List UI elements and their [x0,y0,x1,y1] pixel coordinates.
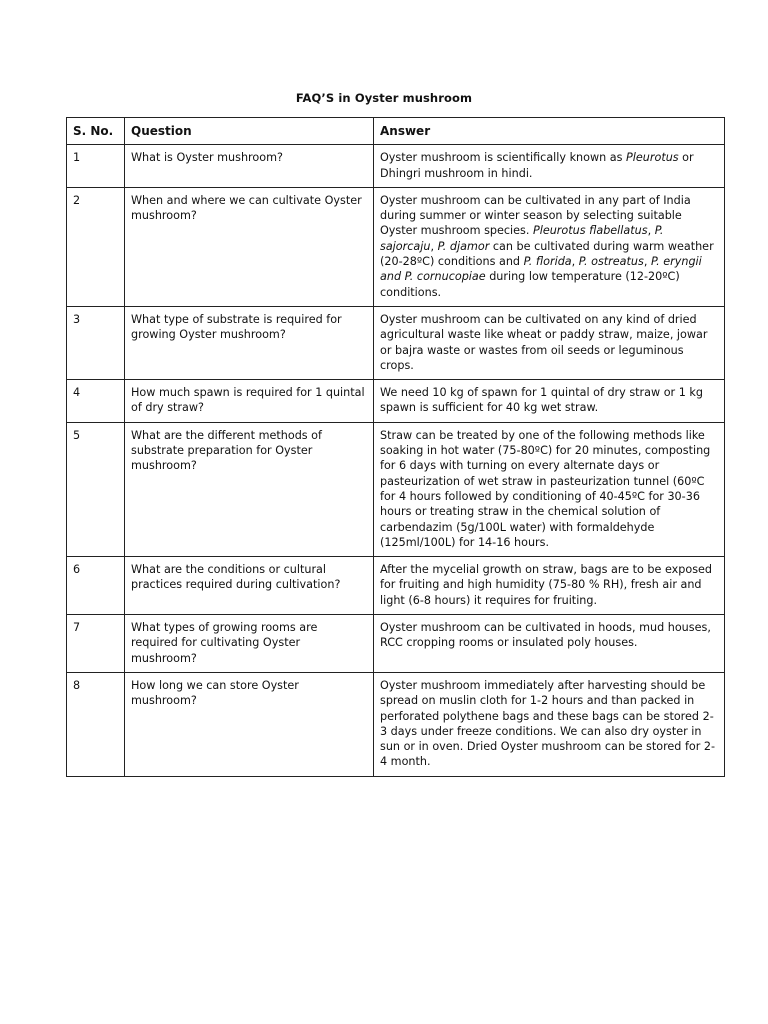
answer-text: can be cultivated during warm weather (20-28ºC) conditions and [380,239,714,269]
answer-text: Oyster mushroom immediately after harvesting should be spread on muslin cloth for 1-2 hours and than packed in perforated polythene bags and these bags can be stored 2-3 days under freeze conditions. We can also dry oyster in sun or in oven. Dried Oyster mushroom can be stored for 2-4 month. [380,678,716,769]
faq-table [66,117,725,777]
table-row [67,187,725,306]
row-sno: 2 [67,187,125,306]
answer-text: Oyster mushroom can be cultivated on any kind of dried agricultural waste like wheat or paddy straw, maize, jowar or bajra waste or wastes from oil seeds or leguminous crops. [380,312,708,372]
table-row [67,380,725,423]
row-question: What types of growing rooms are required for cultivating Oyster mushroom? [125,615,374,673]
answer-text: , [647,224,655,238]
row-question: What is Oyster mushroom? [125,145,374,188]
table-row [67,557,725,615]
row-question: When and where we can cultivate Oyster mushroom? [125,187,374,306]
row-answer [374,615,725,673]
answer-species-name: P. ostreatus [578,255,644,269]
answer-text: Oyster mushroom can be cultivated in any part of India during summer or winter season by selecting suitable Oyster mushroom species. [380,193,691,238]
answer-species-name: P. sajorcaju [380,224,664,253]
table-row [67,422,725,556]
answer-species-name: P. florida [523,255,572,269]
table-body [67,145,725,776]
answer-species-name: Pleurotus [626,151,679,165]
answer-text: After the mycelial growth on straw, bags are to be exposed for fruiting and high humidity (75-80 % RH), fresh air and light (6-8 hours) it requires for fruiting. [380,563,713,607]
answer-text: during low temperature (12-20ºC) conditions. [380,270,680,299]
row-sno: 5 [67,422,125,556]
answer-text: Oyster mushroom can be cultivated in hoods, mud houses, RCC cropping rooms or insulated poly houses. [380,621,711,650]
answer-text: , [430,239,438,253]
row-answer [374,306,725,379]
row-question: How much spawn is required for 1 quintal of dry straw? [125,380,374,423]
answer-text: We need 10 kg of spawn for 1 quintal of dry straw or 1 kg spawn is sufficient for 40 kg wet straw. [380,386,703,415]
document-title: FAQ’S in Oyster mushroom [295,91,473,105]
row-answer [374,145,725,188]
row-answer [374,557,725,615]
row-question: What are the different methods of substrate preparation for Oyster mushroom? [125,422,374,556]
row-answer [374,187,725,306]
row-question: How long we can store Oyster mushroom? [125,672,374,776]
answer-text: or Dhingri mushroom in hindi. [380,151,694,180]
table-row [67,615,725,673]
answer-species-name: P. djamor [437,239,490,253]
row-question: What are the conditions or cultural practices required during cultivation? [125,557,374,615]
row-sno: 1 [67,145,125,188]
row-answer [374,380,725,423]
header-question: Question [125,118,374,145]
answer-text: Oyster mushroom is scientifically known as [380,151,627,165]
table-header-row [67,118,725,145]
header-sno: S. No. [67,118,125,145]
answer-text: , [643,255,651,269]
answer-species-name: Pleurotus flabellatus [532,224,648,238]
row-question: What type of substrate is required for growing Oyster mushroom? [125,306,374,379]
row-answer [374,672,725,776]
row-sno: 8 [67,672,125,776]
row-sno: 3 [67,306,125,379]
row-sno: 7 [67,615,125,673]
table-row [67,672,725,776]
answer-text: Straw can be treated by one of the following methods like soaking in hot water (75-80ºC) for 20 minutes, composting for 6 days with turning on every alternate days or pasteurization of wet straw in pasteurization tunnel (60ºC for 4 hours followed by conditioning of 40-45ºC for 30-36 hours or treating straw in the chemical solution of carbendazim (5g/100L water) with formaldehyde (125ml/100L) for 14-16 hours. [380,428,711,549]
row-sno: 4 [67,380,125,423]
table-row [67,306,725,379]
row-answer [374,422,725,556]
answer-text: , [571,255,579,269]
row-sno: 6 [67,557,125,615]
header-answer: Answer [374,118,725,145]
table-row [67,145,725,188]
answer-species-name: P. eryngii and P. cornucopiae [380,255,702,284]
